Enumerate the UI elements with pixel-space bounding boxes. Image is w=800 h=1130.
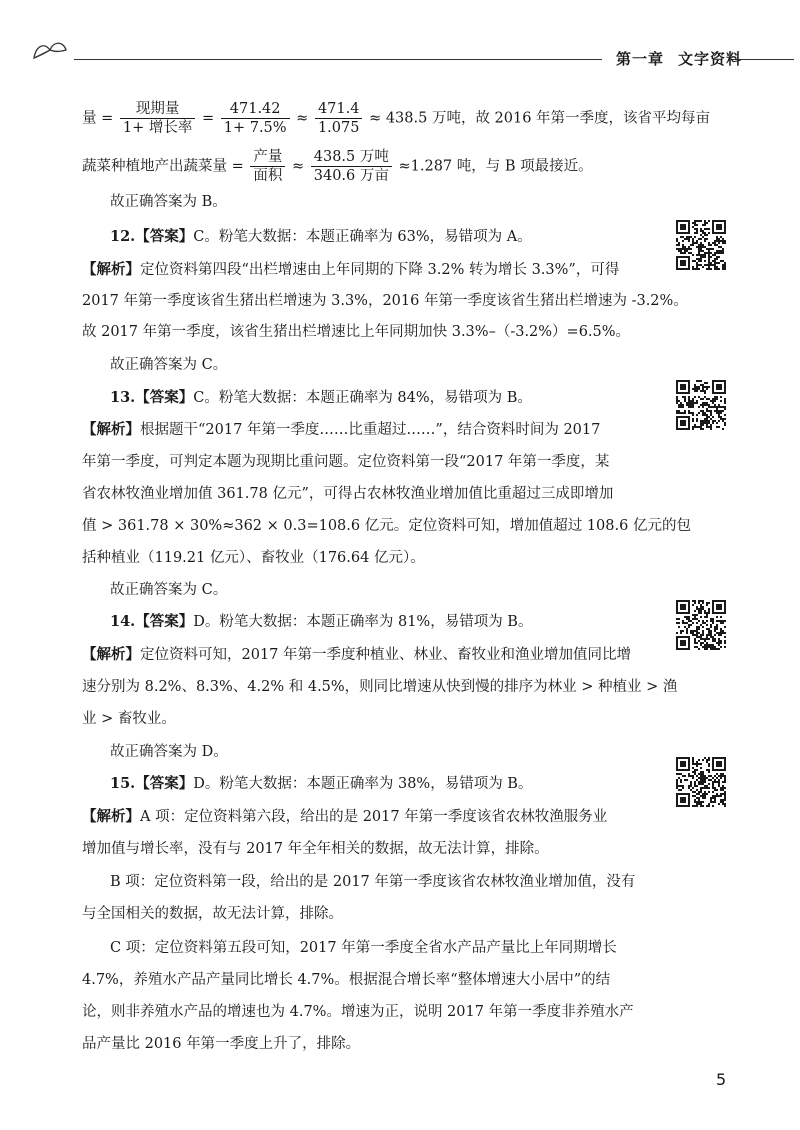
equals-sign: =: [201, 110, 215, 127]
q14-analysis-label: 【解析】: [82, 646, 140, 663]
fraction-4: [250, 148, 285, 185]
header-rule-left: [74, 59, 602, 60]
fraction-3-numerator: 471.4: [315, 100, 363, 119]
q15-option-c-line: C 项：定位资料第五段可知，2017 年第一季度全省水产品产量比上年同期增长: [110, 940, 617, 956]
fraction-3: [315, 100, 363, 137]
fraction-2-denominator: 1+ 7.5%: [223, 120, 287, 136]
formula-line-1: [82, 100, 710, 137]
q13-analysis-label: 【解析】: [82, 421, 140, 438]
q13-analysis-line: 省农林牧渔业增加值 361.78 亿元”，可得占农林牧渔业增加值比重超过三成即增加: [82, 486, 614, 502]
page-header: [30, 38, 770, 68]
q13-analysis-line: 括种植业（119.21 亿元）、畜牧业（176.64 亿元）。: [82, 550, 425, 566]
q13-analysis-text: 根据题干“2017 年第一季度……比重超过……”，结合资料时间为 2017: [140, 422, 601, 438]
q13-answer: [110, 386, 532, 407]
fraction-5-denominator: 340.6 万亩: [313, 168, 389, 184]
q15-option-c-line: 4.7%，养殖水产品产量同比增长 4.7%。根据混合增长率“整体增速大小居中”的结: [82, 972, 611, 988]
q13-conclusion: 故正确答案为 C。: [110, 582, 228, 598]
q12-label: 12.【答案】: [110, 228, 194, 245]
q14-conclusion: 故正确答案为 D。: [110, 744, 228, 760]
qr-code-icon[interactable]: [676, 600, 726, 650]
q13-analysis-line: [82, 418, 600, 439]
q14-summary: D。粉笔大数据：本题正确率为 81%，易错项为 B。: [193, 614, 533, 630]
formula-label-1: 量 =: [82, 110, 114, 127]
q15-summary: D。粉笔大数据：本题正确率为 38%，易错项为 B。: [193, 776, 533, 792]
fraction-3-denominator: 1.075: [317, 120, 360, 136]
formula-line-2: [82, 148, 593, 185]
q14-analysis-text: 定位资料可知，2017 年第一季度种植业、林业、畜牧业和渔业增加值同比增: [140, 647, 632, 663]
q12-analysis-line: 故 2017 年第一季度，该省生猪出栏增速比上年同期加快 3.3%–（-3.2%）=6.5%。: [82, 324, 631, 340]
q15-analysis-line: 增加值与增长率，没有与 2017 年全年相关的数据，故无法计算，排除。: [82, 841, 549, 857]
formula-tail-1: ≈ 438.5 万吨，故 2016 年第一季度，该省平均每亩: [369, 110, 711, 127]
q12-analysis-line: [82, 258, 619, 279]
q12-analysis-text: 定位资料第四段“出栏增速由上年同期的下降 3.2% 转为增长 3.3%”，可得: [140, 262, 620, 278]
section-title: 文字资料: [678, 50, 743, 68]
q13-analysis-line: 年第一季度，可判定本题为现期比重问题。定位资料第一段“2017 年第一季度，某: [82, 454, 610, 470]
q14-analysis-line: 速分别为 8.2%、8.3%、4.2% 和 4.5%，则同比增速从快到慢的排序为林业 > 种植业 > 渔: [82, 679, 678, 695]
approx-sign-2: ≈: [291, 158, 305, 175]
q14-analysis-line: 业 > 畜牧业。: [82, 711, 176, 727]
intro-conclusion: 故正确答案为 B。: [110, 194, 227, 210]
fraction-4-numerator: 产量: [250, 148, 285, 167]
formula-label-2: 蔬菜种植地产出蔬菜量 =: [82, 158, 244, 175]
q14-analysis-line: [82, 643, 631, 664]
q13-summary: C。粉笔大数据：本题正确率为 84%，易错项为 B。: [193, 390, 532, 406]
q15-option-b-line: 与全国相关的数据，故无法计算，排除。: [82, 906, 343, 922]
q15-analysis-text: A 项：定位资料第六段，给出的是 2017 年第一季度该省农林牧渔服务业: [140, 809, 608, 825]
approx-sign-1: ≈: [296, 110, 309, 127]
q14-label: 14.【答案】: [110, 613, 194, 630]
fraction-2: [221, 100, 290, 137]
fraction-1: [120, 100, 195, 137]
formula-tail-2: ≈1.287 吨，与 B 项最接近。: [398, 158, 593, 175]
q15-label: 15.【答案】: [110, 775, 194, 792]
q12-analysis-line: 2017 年第一季度该省生猪出栏增速为 3.3%，2016 年第一季度该省生猪出栏增速为 -3.2%。: [82, 293, 688, 309]
fraction-5: [311, 148, 392, 185]
qr-code-icon[interactable]: [676, 220, 726, 270]
chapter-number: 第一章: [616, 50, 665, 68]
q15-analysis-label: 【解析】: [82, 808, 140, 825]
page-number: 5: [716, 1070, 727, 1089]
leaf-ornament-icon: [30, 38, 70, 64]
q15-option-c-line: 论，则非养殖水产品的增速也为 4.7%。增速为正，说明 2017 年第一季度非养殖水产: [82, 1004, 634, 1020]
q12-summary: C。粉笔大数据：本题正确率为 63%，易错项为 A。: [193, 229, 532, 245]
q12-analysis-label: 【解析】: [82, 261, 140, 278]
fraction-1-denominator: 1+ 增长率: [122, 120, 193, 136]
header-rule-right: [732, 59, 794, 60]
fraction-2-numerator: 471.42: [221, 100, 290, 119]
q15-option-b-line: B 项：定位资料第一段，给出的是 2017 年第一季度该省农林牧渔业增加值，没有: [110, 874, 636, 890]
fraction-4-denominator: 面积: [253, 168, 283, 184]
q15-option-c-line: 品产量比 2016 年第一季度上升了，排除。: [82, 1036, 361, 1052]
qr-code-icon[interactable]: [676, 757, 726, 807]
q12-answer: [110, 225, 532, 246]
q15-answer: [110, 772, 532, 793]
fraction-5-numerator: 438.5 万吨: [311, 148, 392, 167]
q12-conclusion: 故正确答案为 C。: [110, 357, 228, 373]
q13-label: 13.【答案】: [110, 389, 194, 406]
qr-code-icon[interactable]: [676, 380, 726, 430]
fraction-1-numerator: 现期量: [120, 100, 195, 119]
q15-analysis-line: [82, 805, 607, 826]
q14-answer: [110, 610, 532, 631]
q13-analysis-line: 值 > 361.78 × 30%≈362 × 0.3=108.6 亿元。定位资料可知，增加值超过 108.6 亿元的包: [82, 518, 691, 534]
